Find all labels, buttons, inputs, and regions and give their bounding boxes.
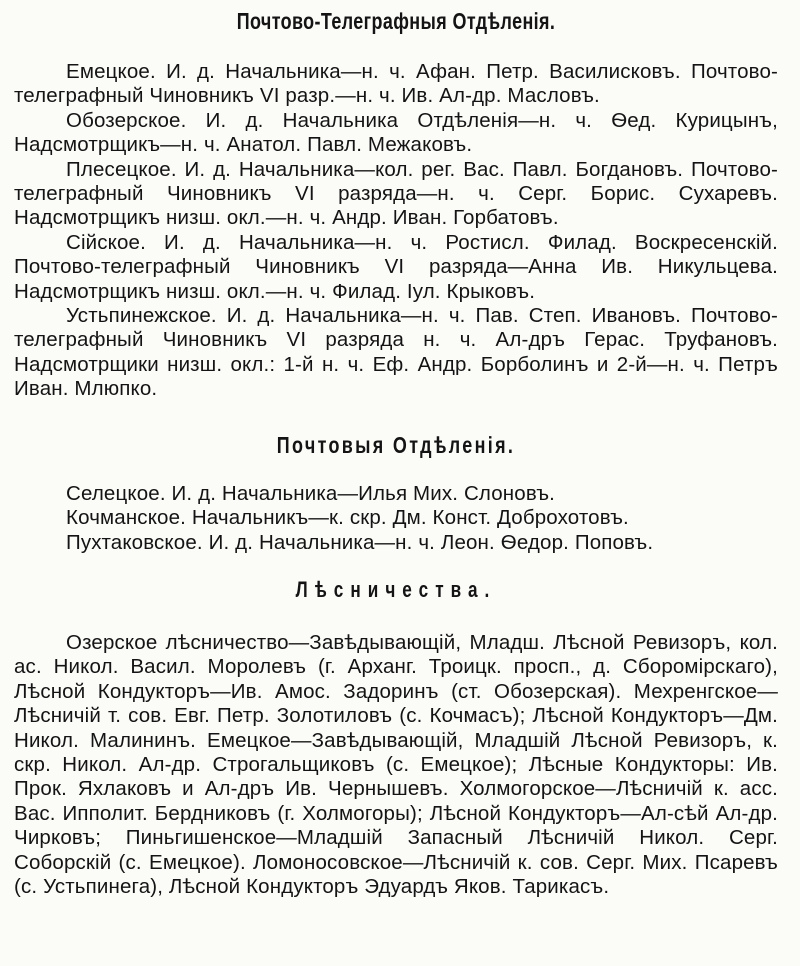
entry-kochmanskoe: Кочманское. Начальникъ—к. скр. Дм. Конст. Доброхотовъ. xyxy=(66,506,629,530)
section-postal-telegraph xyxy=(14,60,778,402)
heading-postal: Почтовыя Отдѣленія. xyxy=(276,431,516,458)
entry-plesetskoe: Плесецкое. И. д. Начальника—кол. рег. Вас. Павл. Богдановъ. Почтово-телеграфный Чиновникъ VI разряда—н. ч. Серг. Борис. Сухаревъ. Надсмотрщикъ низш. окл.—н. ч. Андр. Иван. Горбатовъ. xyxy=(14,157,778,230)
heading-forestry: Лѣсничества. xyxy=(295,576,497,602)
section-postal xyxy=(14,482,778,555)
section-forestry xyxy=(14,631,778,899)
entry-pukhtakovskoe: Пухтаковское. И. д. Начальника—н. ч. Леон. Ѳедор. Поповъ. xyxy=(66,530,654,554)
entry-obozerskoe: Обозерское. И. д. Начальника Отдѣленія—н. ч. Ѳед. Курицынъ, Надсмотрщикъ—н. ч. Анатол. Павл. Межаковъ. xyxy=(14,108,778,157)
entry-forestry: Озерское лѣсничество—Завѣдывающій, Младш. Лѣсной Ревизоръ, кол. ас. Никол. Васил. Моролевъ (г. Арханг. Троицк. просп., д. Сборомірскаго), Лѣсной Кондукторъ—Ив. Амос. Задоринъ (ст. Обозерская). Мехренгское—Лѣсничій т. сов. Евг. Петр. Золотиловъ (с. Кочмасъ); Лѣсной Кондукторъ—Дм. Никол. Малининъ. Емецкое—Завѣдывающій, Младшій Лѣсной Ревизоръ, к. скр. Никол. Ал-др. Строгальщиковъ (с. Емецкое); Лѣсные Кондукторы: Ив. Прок. Яхлаковъ и Ал-дръ Ив. Чернышевъ. Холмогорское—Лѣсничій к. асс. Вас. Ипполит. Бердниковъ (г. Холмогоры); Лѣсной Кондукторъ—Ал-сѣй Ал-др. Чирковъ; Пиньгишенское—Младшій Запасный Лѣсничій Никол. Серг. Соборскій (с. Емецкое). Ломоносовское—Лѣсничій к. сов. Серг. Мих. Псаревъ (с. Устьпинега), Лѣсной Кондукторъ Эдуардъ Яков. Тарикасъ. xyxy=(14,630,778,898)
entry-seletskoe: Селецкое. И. д. Начальника—Илья Мих. Слоновъ. xyxy=(66,481,556,505)
entry-emetskoe: Емецкое. И. д. Начальника—н. ч. Афан. Петр. Василисковъ. Почтово-телеграфный Чиновникъ VI разр.—н. ч. Ив. Ал-др. Масловъ. xyxy=(14,60,778,108)
heading-postal-telegraph: Почтово-Телеграфныя Отдѣленія. xyxy=(236,8,556,34)
entry-siyskoe: Сійское. И. д. Начальника—н. ч. Ростисл. Филад. Воскресенскій. Почтово-телеграфный Чиновникъ VI разряда—Анна Ив. Никульцева. Надсмотрщикъ низш. окл.—н. ч. Филад. Іул. Крыковъ. xyxy=(14,230,778,303)
entry-ustpinezhskoe: Устьпинежское. И. д. Начальника—н. ч. Пав. Степ. Ивановъ. Почтово-телеграфный Чиновникъ VI разряда н. ч. Ал-дръ Герас. Труфановъ. Надсмотрщики низш. окл.: 1-й н. ч. Еф. Андр. Борболинъ и 2-й—н. ч. Петръ Иван. Млюпко. xyxy=(14,304,778,401)
